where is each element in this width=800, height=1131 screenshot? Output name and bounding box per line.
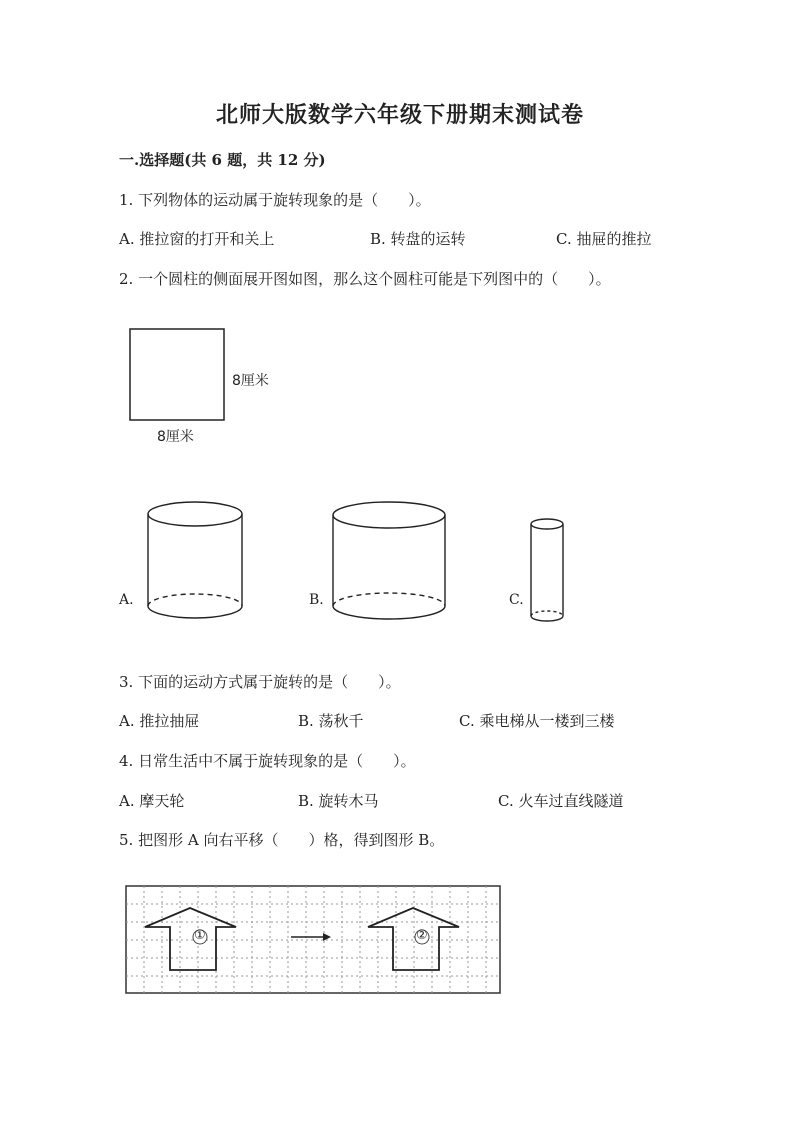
square-side-label: 8厘米 (232, 373, 269, 389)
page-title: 北师大版数学六年级下册期末测试卷 (215, 102, 584, 128)
question-4-option-c: C. 火车过直线隧道 (498, 792, 624, 810)
question-4-option-b: B. 旋转木马 (298, 792, 379, 810)
cylinder-b (333, 502, 445, 619)
cylinder-a-label: A. (119, 592, 134, 608)
cylinder-c-label: C. (509, 592, 524, 608)
question-1-option-c: C. 抽屉的推拉 (556, 230, 652, 248)
cylinder-c (531, 519, 563, 621)
translation-grid (126, 886, 500, 993)
question-5-stem: 5. 把图形 A 向右平移（ ）格，得到图形 B。 (119, 831, 445, 849)
shape-a (145, 908, 236, 970)
question-4-stem: 4. 日常生活中不属于旋转现象的是（ ）。 (119, 752, 416, 770)
unfolded-side-square (130, 329, 224, 420)
cylinder-a (148, 502, 242, 618)
question-3-option-a: A. 推拉抽屉 (119, 712, 200, 730)
question-1-option-b: B. 转盘的运转 (370, 230, 466, 248)
shape-a-label: ① (194, 928, 206, 943)
question-2-stem: 2. 一个圆柱的侧面展开图如图，那么这个圆柱可能是下列图中的（ ）。 (119, 270, 611, 288)
square-bottom-label: 8厘米 (157, 429, 194, 445)
cylinder-b-label: B. (309, 592, 324, 608)
question-3-stem: 3. 下面的运动方式属于旋转的是（ ）。 (119, 673, 401, 691)
question-1-option-a: A. 推拉窗的打开和关上 (119, 230, 275, 248)
section-heading: 一.选择题(共 6 题，共 12 分) (119, 151, 326, 169)
question-4-option-a: A. 摩天轮 (119, 792, 185, 810)
question-1-stem: 1. 下列物体的运动属于旋转现象的是（ ）。 (119, 191, 431, 209)
shape-b-label: ② (416, 928, 428, 943)
question-3-option-c: C. 乘电梯从一楼到三楼 (459, 712, 615, 730)
question-3-option-b: B. 荡秋千 (298, 712, 364, 730)
